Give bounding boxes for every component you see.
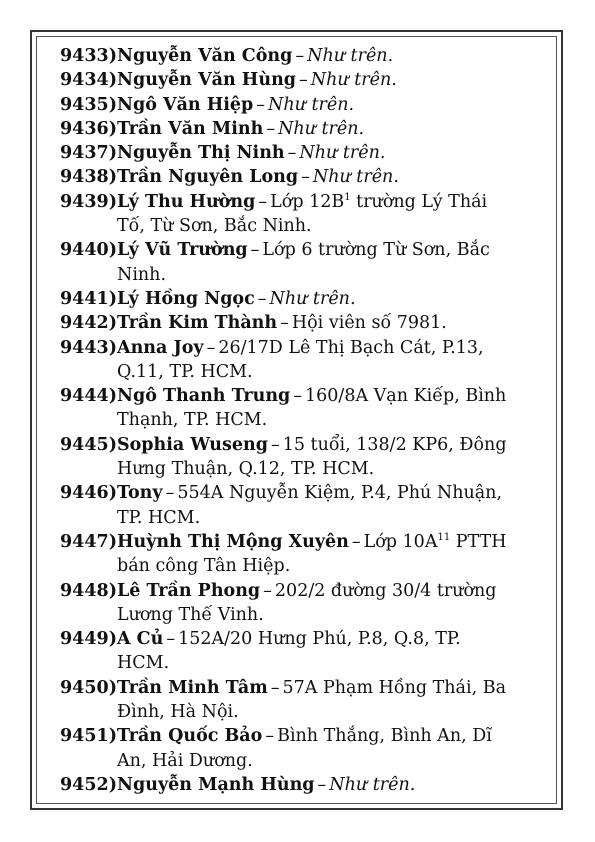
entry-detail-rest: PTTH — [450, 531, 507, 552]
entry-name: Huỳnh Thị Mộng Xuyên — [117, 531, 349, 552]
entry-name: Nguyễn Thị Ninh — [117, 143, 285, 164]
list-entry-9440 — [60, 238, 537, 287]
entry-name: Trần Nguyên Long — [117, 167, 299, 188]
entry-number: 9446) — [60, 483, 117, 504]
member-list — [60, 44, 537, 797]
list-entry-9441 — [60, 287, 537, 311]
entry-separator: – — [293, 386, 303, 407]
entry-separator: – — [256, 94, 266, 115]
entry-number: 9441) — [60, 288, 117, 309]
entry-number: 9434) — [60, 70, 117, 91]
entry-number: 9438) — [60, 167, 117, 188]
entry-continuation: bán công Tân Hiệp. — [117, 556, 291, 577]
entry-same-note: Như trên. — [329, 774, 416, 795]
list-entry-9445 — [60, 433, 537, 482]
entry-name: Anna Joy — [117, 337, 204, 358]
list-entry-9452 — [60, 773, 537, 797]
list-entry-9439 — [60, 190, 537, 239]
entry-detail: Lớp 10A — [363, 531, 438, 552]
entry-number: 9443) — [60, 337, 117, 358]
entry-detail: 202/2 đường 30/4 trường — [274, 580, 497, 601]
list-entry-9444 — [60, 384, 537, 433]
entry-separator: – — [287, 143, 297, 164]
entry-number: 9442) — [60, 313, 117, 334]
list-entry-9433 — [60, 44, 537, 68]
entry-continuation: Thạnh, TP. HCM. — [117, 410, 268, 431]
entry-separator: – — [250, 240, 260, 261]
entry-superscript: 1 — [344, 191, 351, 203]
entry-detail: 15 tuổi, 138/2 KP6, Đông — [282, 434, 507, 455]
list-entry-9450 — [60, 676, 537, 725]
entry-same-note: Như trên. — [307, 46, 394, 66]
entry-separator: – — [266, 118, 276, 139]
entry-same-note: Như trên. — [310, 70, 397, 91]
entry-name: Trần Minh Tâm — [117, 677, 268, 698]
entry-name: Lý Thu Hường — [117, 191, 256, 212]
entry-continuation: Hưng Thuận, Q.12, TP. HCM. — [117, 459, 375, 480]
list-entry-9451 — [60, 724, 537, 773]
entry-continuation: An, Hải Dương. — [117, 750, 253, 771]
entry-name: Ngô Văn Hiệp — [117, 94, 254, 115]
entry-continuation: Q.11, TP. HCM. — [117, 361, 253, 382]
list-entry-9446 — [60, 481, 537, 530]
entry-separator: – — [317, 774, 327, 795]
entry-separator: – — [351, 531, 361, 552]
entry-name: Tony — [117, 483, 163, 504]
entry-number: 9440) — [60, 240, 117, 261]
list-entry-9448 — [60, 579, 537, 628]
entry-number: 9451) — [60, 726, 117, 747]
entry-number: 9450) — [60, 677, 117, 698]
entry-detail: 152A/20 Hưng Phú, P.8, Q.8, TP. — [178, 629, 461, 650]
list-entry-9438 — [60, 165, 537, 189]
entry-separator: – — [295, 46, 305, 66]
entry-number: 9439) — [60, 191, 117, 212]
entry-separator: – — [265, 726, 275, 747]
entry-detail: 26/17D Lê Thị Bạch Cát, P.13, — [218, 337, 484, 358]
entry-separator: – — [301, 167, 310, 188]
entry-continuation: HCM. — [117, 653, 170, 674]
entry-continuation: Tố, Từ Sơn, Bắc Ninh. — [117, 216, 312, 237]
list-entry-9442 — [60, 311, 537, 335]
list-entry-9435 — [60, 93, 537, 117]
entry-separator: – — [165, 483, 175, 504]
entry-number: 9433) — [60, 46, 117, 66]
entry-same-note: Như trên. — [278, 118, 365, 139]
entry-name: Lê Trần Phong — [117, 580, 261, 601]
entry-separator: – — [258, 191, 268, 212]
entry-detail: Lớp 6 trường Từ Sơn, Bắc — [262, 240, 490, 261]
list-entry-9437 — [60, 141, 537, 165]
entry-detail: 160/8A Vạn Kiếp, Bình — [305, 386, 507, 407]
entry-continuation: Lương Thế Vinh. — [117, 604, 264, 625]
list-entry-9436 — [60, 117, 537, 141]
entry-name: Trần Văn Minh — [117, 118, 264, 139]
entry-number: 9436) — [60, 118, 117, 139]
entry-separator: – — [270, 677, 280, 698]
entry-name: Nguyễn Văn Hùng — [117, 70, 297, 91]
list-entry-9447 — [60, 530, 537, 579]
entry-separator: – — [270, 434, 280, 455]
entry-name: Lý Vũ Trường — [117, 240, 248, 261]
entry-detail-rest: trường Lý Thái — [350, 191, 488, 212]
entry-separator: – — [263, 580, 272, 601]
entry-detail: Hội viên số 7981. — [291, 313, 447, 334]
entry-same-note: Như trên. — [268, 94, 355, 115]
list-entry-9434 — [60, 68, 537, 92]
entry-superscript: 11 — [437, 532, 451, 544]
entry-same-note: Như trên. — [312, 167, 399, 188]
entry-continuation: Ninh. — [117, 264, 167, 285]
entry-name: A Củ — [117, 629, 164, 650]
entry-separator: – — [280, 313, 289, 334]
entry-separator: – — [166, 629, 176, 650]
entry-name: Nguyễn Văn Công — [117, 46, 293, 66]
entry-separator: – — [206, 337, 216, 358]
entry-continuation: Đình, Hà Nội. — [117, 702, 239, 723]
entry-number: 9447) — [60, 531, 117, 552]
entry-number: 9444) — [60, 386, 117, 407]
entry-same-note: Như trên. — [269, 288, 356, 309]
list-entry-9443 — [60, 336, 537, 385]
entry-number: 9449) — [60, 629, 117, 650]
entry-detail: Lớp 12B — [270, 191, 345, 212]
entry-number: 9452) — [60, 774, 117, 795]
entry-number: 9445) — [60, 434, 117, 455]
entry-detail: Bình Thắng, Bình An, Dĩ — [277, 726, 492, 747]
entry-name: Sophia Wuseng — [117, 434, 268, 455]
entry-name: Trần Quốc Bảo — [117, 726, 263, 747]
entry-number: 9435) — [60, 94, 117, 115]
entry-name: Trần Kim Thành — [117, 313, 278, 334]
entry-name: Ngô Thanh Trung — [117, 386, 291, 407]
entry-detail: 554A Nguyễn Kiệm, P.4, Phú Nhuận, — [177, 483, 503, 504]
entry-continuation: TP. HCM. — [117, 507, 201, 528]
entry-number: 9448) — [60, 580, 117, 601]
entry-detail: 57A Phạm Hồng Thái, Ba — [282, 677, 507, 698]
entry-same-note: Như trên. — [299, 143, 386, 164]
entry-name: Nguyễn Mạnh Hùng — [117, 774, 315, 795]
entry-separator: – — [299, 70, 308, 91]
entry-separator: – — [257, 288, 267, 309]
entry-number: 9437) — [60, 143, 117, 164]
entry-name: Lý Hồng Ngọc — [117, 288, 255, 309]
list-entry-9449 — [60, 627, 537, 676]
